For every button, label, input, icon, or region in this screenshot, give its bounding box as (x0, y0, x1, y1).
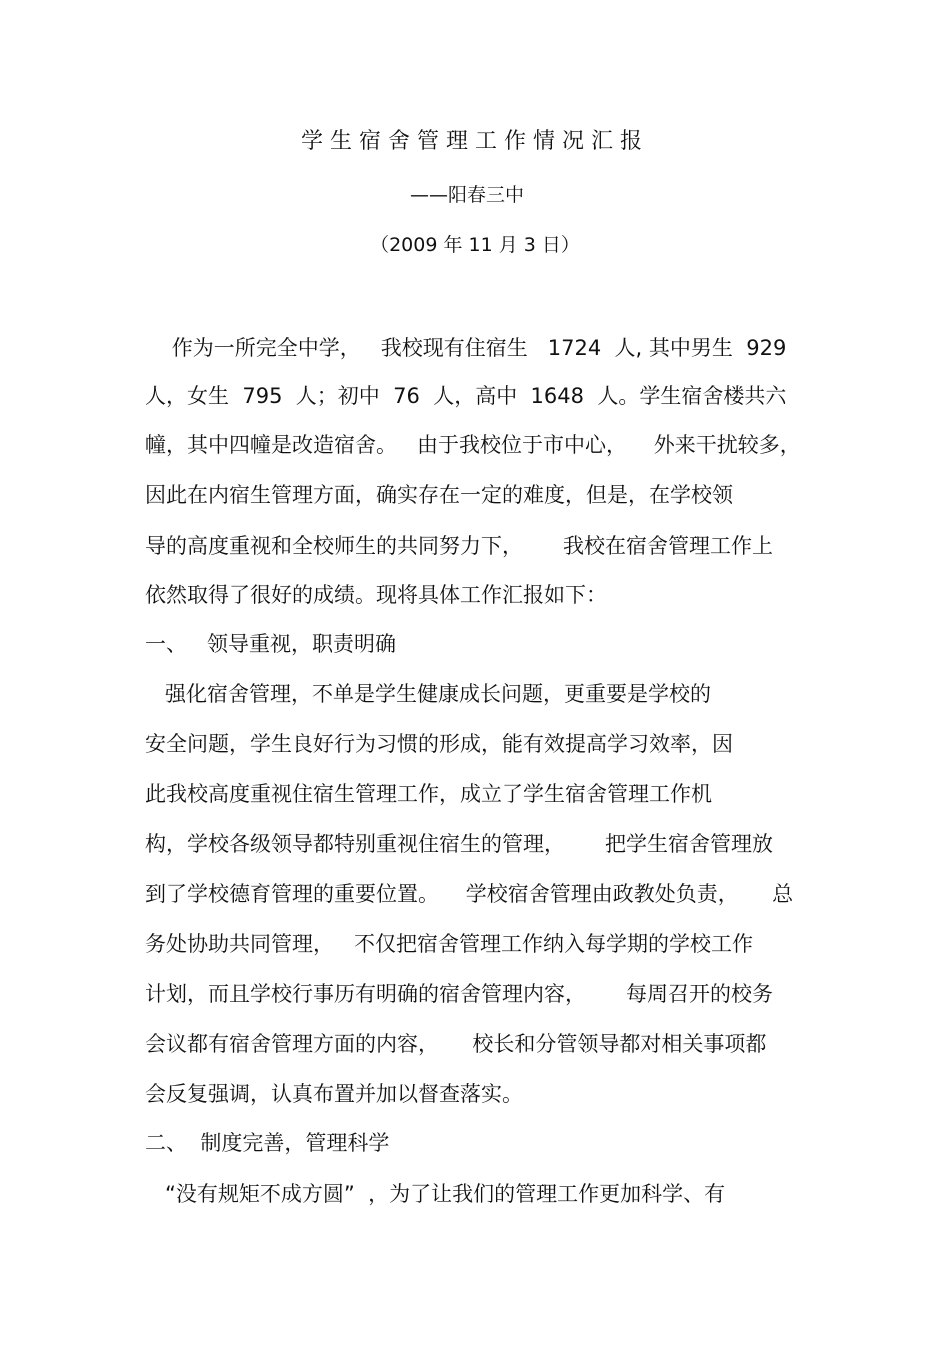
body-line: 强化宿舍管理，不单是学生健康成长问题，更重要是学校的 (145, 682, 712, 706)
document-date: （2009 年 11 月 3 日） (370, 234, 580, 256)
body-line: 到了学校德育管理的重要位置。 学校宿舍管理由政教处负责， 总 (145, 882, 794, 906)
section-heading: 二、 制度完善，管理科学 (145, 1131, 390, 1155)
body-line: 依然取得了很好的成绩。现将具体工作汇报如下： (145, 583, 607, 607)
section-heading: 一、 领导重视，职责明确 (145, 632, 397, 656)
document-subtitle: ——阳春三中 (410, 184, 525, 206)
body-line: 人，女生 795 人；初中 76 人，高中 1648 人。学生宿舍楼共六 (145, 384, 787, 408)
body-line: 构，学校各级领导都特别重视住宿生的管理， 把学生宿舍管理放 (145, 832, 774, 856)
body-line: 幢，其中四幢是改造宿舍。 由于我校位于市中心， 外来干扰较多， (145, 433, 801, 457)
body-line: “没有规矩不成方圆” ，为了让我们的管理工作更加科学、有 (145, 1182, 726, 1206)
document-title: 学生宿舍管理工作情况汇报 (300, 129, 649, 154)
body-line: 会议都有宿舍管理方面的内容， 校长和分管领导都对相关事项都 (145, 1032, 767, 1056)
body-line: 此我校高度重视住宿生管理工作，成立了学生宿舍管理工作机 (145, 782, 712, 806)
body-line: 因此在内宿生管理方面，确实存在一定的难度，但是，在学校领 (145, 483, 733, 507)
body-line: 计划，而且学校行事历有明确的宿舍管理内容， 每周召开的校务 (145, 982, 774, 1006)
body-line: 务处协助共同管理， 不仅把宿舍管理工作纳入每学期的学校工作 (145, 932, 754, 956)
body-line: 导的高度重视和全校师生的共同努力下， 我校在宿舍管理工作上 (145, 534, 774, 558)
body-line: 作为一所完全中学， 我校现有住宿生 1724 人, 其中男生 929 (145, 336, 787, 360)
body-line: 安全问题，学生良好行为习惯的形成，能有效提高学习效率，因 (145, 732, 733, 756)
body-line: 会反复强调，认真布置并加以督查落实。 (145, 1082, 523, 1106)
